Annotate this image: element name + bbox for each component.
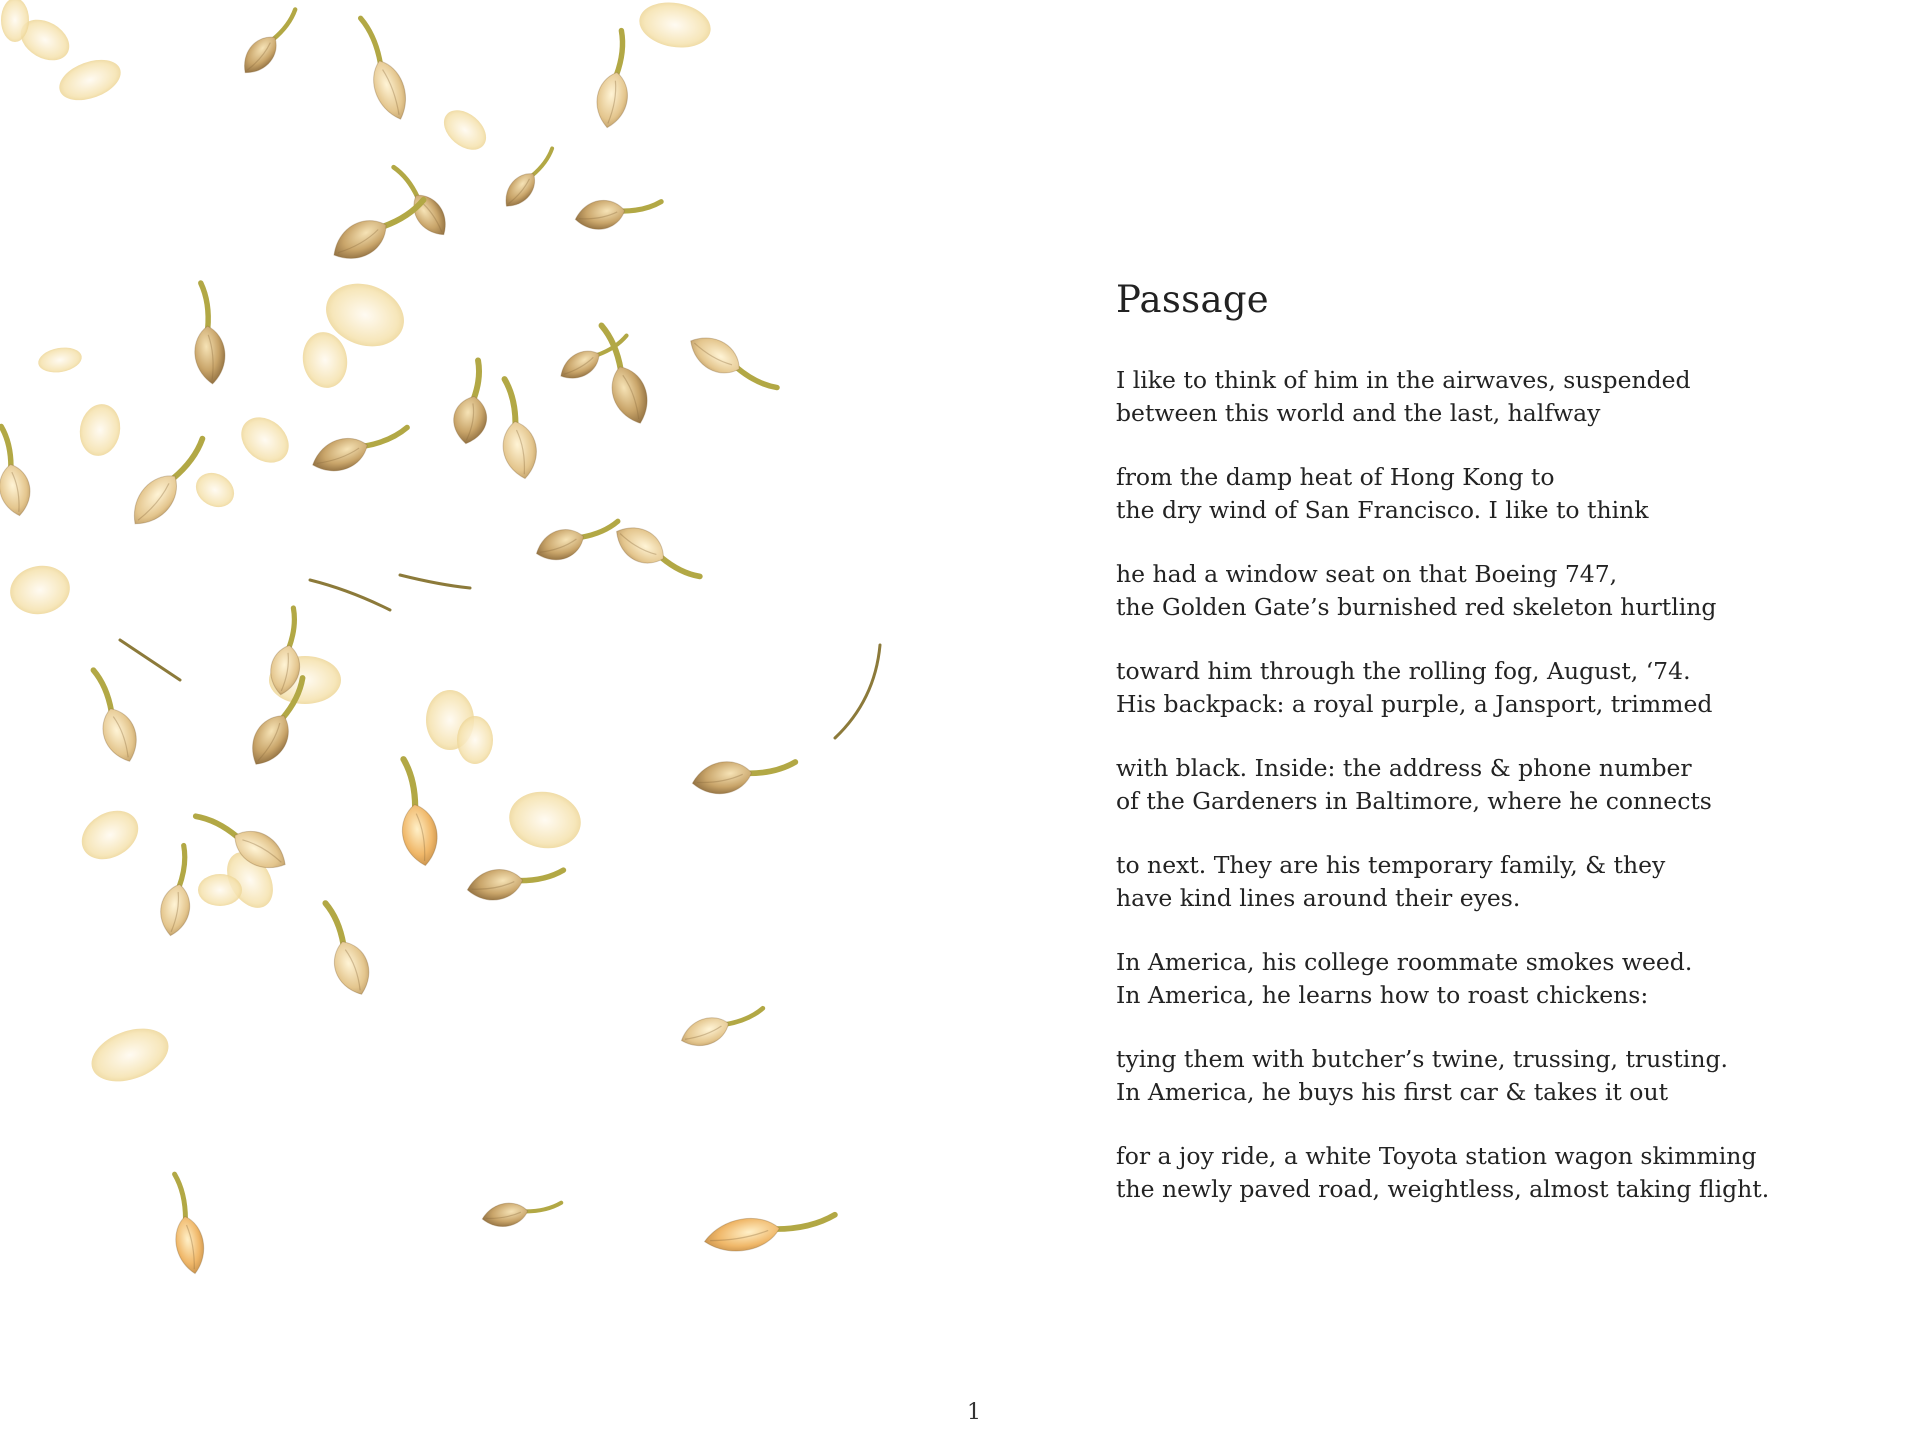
jasmine-bud [532,510,624,567]
jasmine-bud [592,28,639,130]
poem-line: the newly paved road, weightless, almost taking flight. [1116,1174,1770,1203]
poem-line: In America, he buys his first car & takes it out [1116,1077,1669,1106]
jasmine-bud [189,281,228,385]
poem [1116,270,1876,1237]
stanza [1116,1140,1876,1205]
stanza [1116,461,1876,526]
poem-line: In America, he learns how to roast chickens: [1116,980,1649,1009]
petal-shape [76,401,124,459]
jasmine-bud [156,844,200,939]
poem-line: In America, his college roommate smokes weed. [1116,948,1693,976]
jasmine-bud [702,1203,838,1257]
petal-shape [73,801,147,869]
loose-stem [400,575,470,588]
jasmine-bud [0,423,34,518]
poem-line: toward him through the rolling fog, August, ‘74. [1116,657,1691,685]
jasmine-bud [498,143,562,213]
poem-body [1116,364,1876,1205]
petal-shape [505,786,586,854]
jasmine-bud [450,358,497,446]
jasmine-bud [308,416,414,479]
jasmine-bud [690,750,799,799]
poem-line: from the damp heat of Hong Kong to [1116,463,1555,491]
jasmine-bud [350,12,414,124]
poem-line: with black. Inside: the address & phone number [1116,754,1692,782]
loose-stem [310,580,390,610]
poem-line: the dry wind of San Francisco. I like to think [1116,495,1649,524]
loose-stem [120,640,180,680]
petal-shape [436,102,493,157]
poem-line: to next. They are his temporary family, & they [1116,851,1666,879]
poem-line: have kind lines around their eyes. [1116,883,1521,912]
loose-stem [835,645,880,738]
stanza [1116,1043,1876,1108]
jasmine-bud [390,756,443,869]
jasmine-bud [683,328,783,403]
stanza [1116,946,1876,1011]
petal-shape [232,408,298,472]
jasmine-bud [491,376,541,482]
jasmine-bud [589,319,656,429]
jasmine-bud [480,1194,563,1230]
page-number: 1 [967,1400,981,1425]
petal-shape [198,874,242,906]
poem-line: between this world and the last, halfway [1116,398,1601,427]
poem-line: he had a window seat on that Boeing 747, [1116,560,1618,588]
petal-shape [84,1019,176,1091]
petal-shape [54,52,126,108]
petal-shape [457,716,493,764]
poem-title: Passage [1116,278,1270,321]
poem-line: for a joy ride, a white Toyota station wagon skimming [1116,1142,1757,1170]
poem-line: tying them with butcher’s twine, trussing, trusting. [1116,1045,1728,1073]
petal-shape [636,0,715,53]
stanza [1116,849,1876,914]
jasmine-bud [573,190,664,233]
petal-shape [1,0,29,42]
poem-line: His backpack: a royal purple, a Jansport, trimmed [1116,689,1713,718]
poem-line: I like to think of him in the airwaves, suspended [1116,366,1691,394]
jasmine-bud [677,999,768,1053]
stanza [1116,558,1876,623]
jasmine-bud [164,1171,208,1276]
jasmine-buds-photo [0,0,900,1340]
stanza [1116,364,1876,429]
jasmine-bud [313,897,377,1000]
petal-shape [298,329,351,392]
jasmine-bud [609,518,707,592]
jasmine-bud [81,664,144,767]
petal-shape [36,344,83,375]
stanza [1116,752,1876,817]
petal-shape [190,466,241,514]
stanza [1116,655,1876,720]
jasmine-bud [465,858,567,905]
petal-shape [6,561,73,619]
jasmine-bud [236,3,306,80]
poem-line: of the Gardeners in Baltimore, where he connects [1116,786,1712,815]
poem-line: the Golden Gate’s burnished red skeleton hurtling [1116,592,1717,621]
